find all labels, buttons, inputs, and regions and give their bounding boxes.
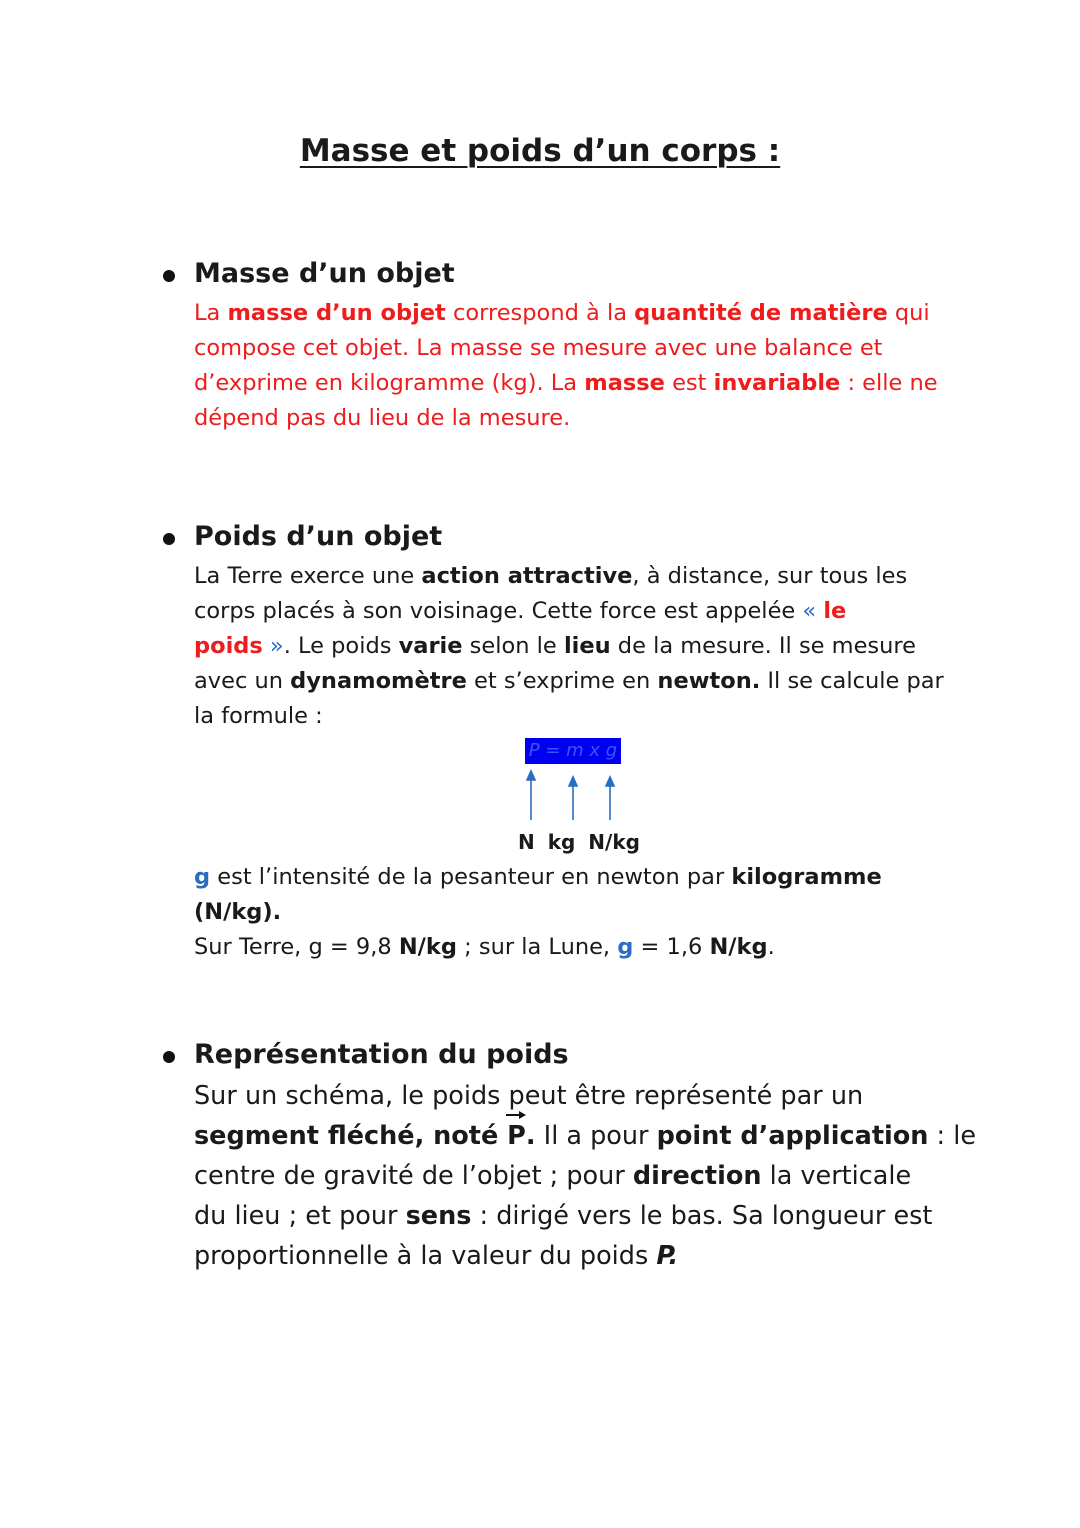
bullet-icon bbox=[163, 533, 175, 545]
vector-arrow-icon bbox=[505, 1110, 527, 1120]
masse-paragraph: La masse d’un objet correspond à la quantité de matière qui compose cet objet. La masse se mesure avec une balance et d’exprime en kilogramme (kg). La masse est invariable : elle ne dépend pas du lieu de la mesure. bbox=[194, 300, 938, 431]
formula-box: P = m x g bbox=[525, 738, 621, 764]
poids-paragraph: La Terre exerce une action attractive, à distance, sur tous les corps placés à son voisinage. Cette force est appelée « le poids ». Le poids varie selon le lieu de la mesure. Il se mesure avec un dynamomètre et s’exprime en newton. Il se calcule par la formule : bbox=[194, 563, 944, 729]
unit-arrows-icon bbox=[520, 766, 620, 826]
page-title: Masse et poids d’un corps : bbox=[299, 133, 781, 169]
vector-p: P bbox=[507, 1116, 526, 1156]
representation-paragraph: Sur un schéma, le poids peut être représenté par un segment fléché, noté P. Il a pour point d’application : le centre de gravité de l’objet ; pour direction la verticale du lieu ; et pour sens : dirigé vers le bas. Sa longueur est proportionnelle à la valeur du poids P. bbox=[194, 1081, 977, 1271]
section-heading-poids: Poids d’un objet bbox=[194, 521, 443, 552]
pesanteur-paragraph: g est l’intensité de la pesanteur en newton par kilogramme (N/kg). Sur Terre, g = 9,8 N/kg ; sur la Lune, g = 1,6 N/kg. bbox=[194, 864, 882, 960]
bullet-icon bbox=[163, 1051, 175, 1063]
formula-units: N kg N/kg bbox=[518, 830, 640, 854]
section-heading-masse: Masse d’un objet bbox=[194, 258, 455, 289]
bullet-icon bbox=[163, 270, 175, 282]
section-heading-representation: Représentation du poids bbox=[194, 1039, 569, 1070]
